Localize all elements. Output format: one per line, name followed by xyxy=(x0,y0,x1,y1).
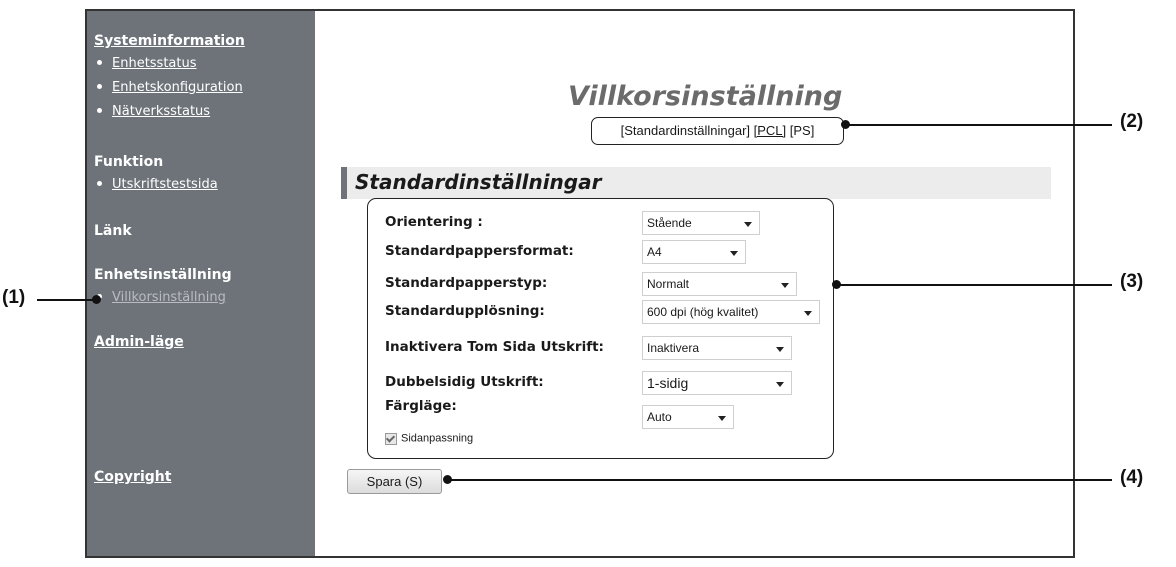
chevron-down-icon xyxy=(804,311,812,316)
tab-bracket-mid: ] xyxy=(746,123,754,138)
setting-label-fargläge: Färgläge: xyxy=(385,398,457,414)
setting-label-tom-sida: Inaktivera Tom Sida Utskrift: xyxy=(385,339,604,355)
section-title: Standardinställningar xyxy=(355,170,602,194)
sidebar xyxy=(87,11,315,556)
settings-tabs xyxy=(591,117,844,145)
sidebar-item-natverksstatus xyxy=(94,99,245,123)
setting-label-papperstyp: Standardpapperstyp: xyxy=(385,275,548,291)
tab-standardinstallningar[interactable]: Standardinställningar xyxy=(624,123,747,138)
sidanpassning-checkbox[interactable] xyxy=(385,433,397,445)
sidebar-link-copyright[interactable]: Copyright xyxy=(94,469,172,485)
sidebar-link-natverksstatus[interactable]: Nätverksstatus xyxy=(112,104,211,119)
callout-4-label: (4) xyxy=(1120,467,1144,488)
callout-3-dot xyxy=(832,280,841,289)
callout-3-line xyxy=(837,284,1112,286)
papperstyp-select[interactable] xyxy=(642,272,797,296)
sidebar-list-enhetsinstallning xyxy=(94,285,232,309)
setting-label-pappersformat: Standardpappersformat: xyxy=(385,243,574,259)
tab-ps[interactable]: [PS] xyxy=(786,123,815,138)
sidebar-link-admin-lage[interactable]: Admin-läge xyxy=(94,334,184,350)
sidanpassning-label: Sidanpassning xyxy=(401,432,474,445)
chevron-down-icon xyxy=(776,347,784,352)
sidebar-section-funktion xyxy=(94,154,218,196)
fargläge-select[interactable] xyxy=(642,405,734,429)
sidebar-list-funktion xyxy=(94,172,218,196)
sidebar-section-systeminformation xyxy=(94,33,245,123)
tab-pcl[interactable]: [PCL] xyxy=(753,123,787,138)
sidanpassning-row xyxy=(385,428,473,444)
sidebar-heading-systeminformation[interactable]: Systeminformation xyxy=(94,33,245,49)
dubbelsidig-value: 1-sidig xyxy=(647,375,689,391)
tom-sida-select[interactable] xyxy=(642,336,792,360)
upplosning-value: 600 dpi (hög kvalitet) xyxy=(647,305,759,319)
callout-4-dot xyxy=(443,475,452,484)
sidebar-item-villkorsinstallning xyxy=(94,285,232,309)
section-header xyxy=(341,167,1051,199)
dubbelsidig-select[interactable] xyxy=(642,371,792,395)
pappersformat-select[interactable] xyxy=(642,240,746,264)
tom-sida-value: Inaktivera xyxy=(647,341,700,355)
callout-3-label: (3) xyxy=(1120,271,1144,292)
callout-1-label: (1) xyxy=(2,287,26,308)
sidebar-item-utskriftstestsida xyxy=(94,172,218,196)
setting-label-upplosning: Standardupplösning: xyxy=(385,303,545,319)
setting-label-dubbelsidig: Dubbelsidig Utskrift: xyxy=(385,374,544,390)
callout-4-line xyxy=(448,479,1112,481)
fargläge-value: Auto xyxy=(647,410,672,424)
callout-1-line xyxy=(37,299,95,301)
upplosning-select[interactable] xyxy=(642,300,820,324)
settings-panel xyxy=(367,198,834,459)
sidebar-item-enhetsstatus xyxy=(94,51,245,75)
sidebar-item-enhetskonfiguration xyxy=(94,75,245,99)
sidebar-section-admin xyxy=(94,334,184,350)
chevron-down-icon xyxy=(718,416,726,421)
sidebar-link-utskriftstestsida[interactable]: Utskriftstestsida xyxy=(112,177,218,192)
tab-bracket-open: [ xyxy=(620,123,625,138)
callout-2-dot xyxy=(841,120,850,129)
pappersformat-value: A4 xyxy=(647,245,662,259)
callout-1-dot xyxy=(92,295,101,304)
chevron-down-icon xyxy=(744,222,752,227)
chevron-down-icon xyxy=(776,382,784,387)
sidebar-list-systeminformation xyxy=(94,51,245,123)
callout-2-line xyxy=(846,124,1112,126)
sidebar-section-enhetsinstallning xyxy=(94,267,232,309)
chevron-down-icon xyxy=(730,251,738,256)
sidebar-section-copyright xyxy=(94,469,171,485)
papperstyp-value: Normalt xyxy=(647,277,690,291)
sidebar-section-lank xyxy=(94,223,132,239)
setting-label-orientering: Orientering : xyxy=(385,214,483,230)
orientering-select[interactable] xyxy=(642,211,760,235)
chevron-down-icon xyxy=(781,283,789,288)
page-title: Villkorsinställning xyxy=(568,81,843,112)
callout-2-label: (2) xyxy=(1120,111,1144,132)
sidebar-link-villkorsinstallning[interactable]: Villkorsinställning xyxy=(112,290,226,305)
sidebar-link-enhetskonfiguration[interactable]: Enhetskonfiguration xyxy=(112,80,243,95)
sidebar-heading-enhetsinstallning: Enhetsinställning xyxy=(94,267,232,283)
sidebar-heading-lank: Länk xyxy=(94,223,132,239)
orientering-value: Stående xyxy=(647,216,692,230)
save-button[interactable]: Spara (S) xyxy=(347,469,442,494)
sidebar-link-enhetsstatus[interactable]: Enhetsstatus xyxy=(112,56,197,71)
sidebar-heading-funktion: Funktion xyxy=(94,154,164,170)
